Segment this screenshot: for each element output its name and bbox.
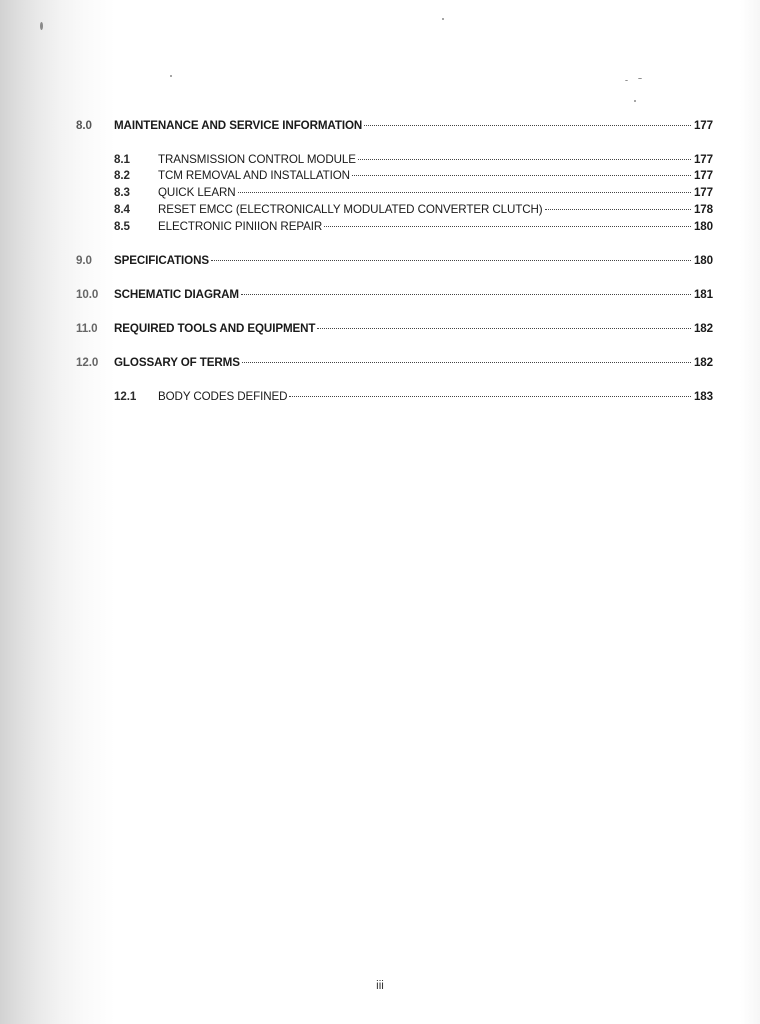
- toc-entry-page: 177: [693, 119, 713, 132]
- toc-entry-title: ELECTRONIC PINIION REPAIR: [158, 220, 323, 233]
- toc-entry-title: QUICK LEARN: [158, 186, 236, 199]
- toc-entry: [0, 321, 760, 337]
- toc-entry-number: 8.1: [114, 153, 130, 166]
- dot-leader: [364, 125, 691, 126]
- toc-entry-title: SCHEMATIC DIAGRAM: [114, 288, 239, 301]
- toc-entry-number: 8.4: [114, 203, 130, 216]
- toc-entry-page: 182: [693, 356, 713, 369]
- toc-entry: [0, 168, 760, 184]
- toc-entry-page: 180: [693, 220, 713, 233]
- toc-entry-page: 183: [693, 390, 713, 403]
- toc-entry: [0, 389, 760, 405]
- toc-entry-page: 178: [693, 203, 713, 216]
- toc-entry-title: SPECIFICATIONS: [114, 254, 210, 267]
- dot-leader: [241, 294, 691, 295]
- dot-leader: [242, 362, 691, 363]
- dot-leader: [238, 192, 691, 193]
- toc-entry-number: 11.0: [76, 322, 98, 335]
- toc-entry-number: 12.1: [114, 390, 137, 403]
- toc-entry: [0, 287, 760, 303]
- page-number-footer: iii: [376, 980, 384, 992]
- toc-entry-title: GLOSSARY OF TERMS: [114, 356, 240, 369]
- toc-entry-number: 8.5: [114, 220, 130, 233]
- toc-entry-title: TRANSMISSION CONTROL MODULE: [158, 153, 356, 166]
- toc-entry: [0, 185, 760, 201]
- toc-entry: [0, 152, 760, 168]
- toc-entry: [0, 355, 760, 371]
- toc-entry-number: 8.2: [114, 169, 130, 182]
- toc-entry-page: 180: [693, 254, 713, 267]
- dot-leader: [324, 226, 691, 227]
- toc-entry: [0, 118, 760, 134]
- toc-entry-number: 9.0: [76, 254, 92, 267]
- dot-leader: [317, 328, 691, 329]
- toc-entry-number: 10.0: [76, 288, 99, 301]
- toc-entry: [0, 219, 760, 235]
- toc-entry-title: MAINTENANCE AND SERVICE INFORMATION: [114, 119, 363, 132]
- dot-leader: [211, 260, 691, 261]
- dot-leader: [358, 159, 691, 160]
- toc-entry: [0, 202, 760, 218]
- toc-entry-page: 177: [693, 153, 713, 166]
- toc-entry-title: RESET EMCC (ELECTRONICALLY MODULATED CONVERTER CLUTCH): [158, 203, 543, 216]
- toc-entry-page: 181: [693, 288, 713, 301]
- toc-entry-page: 177: [693, 186, 713, 199]
- dot-leader: [352, 175, 691, 176]
- toc-entry-number: 8.0: [76, 119, 92, 132]
- toc-entry-page: 182: [693, 322, 713, 335]
- toc-entry-title: BODY CODES DEFINED: [158, 390, 288, 403]
- dot-leader: [545, 209, 691, 210]
- toc-entry: [0, 253, 760, 269]
- dot-leader: [289, 396, 691, 397]
- toc-entry-page: 177: [693, 169, 713, 182]
- toc-entry-number: 12.0: [76, 356, 99, 369]
- toc-entry-number: 8.3: [114, 186, 130, 199]
- toc-entry-title: TCM REMOVAL AND INSTALLATION: [158, 169, 350, 182]
- toc-entry-title: REQUIRED TOOLS AND EQUIPMENT: [114, 322, 316, 335]
